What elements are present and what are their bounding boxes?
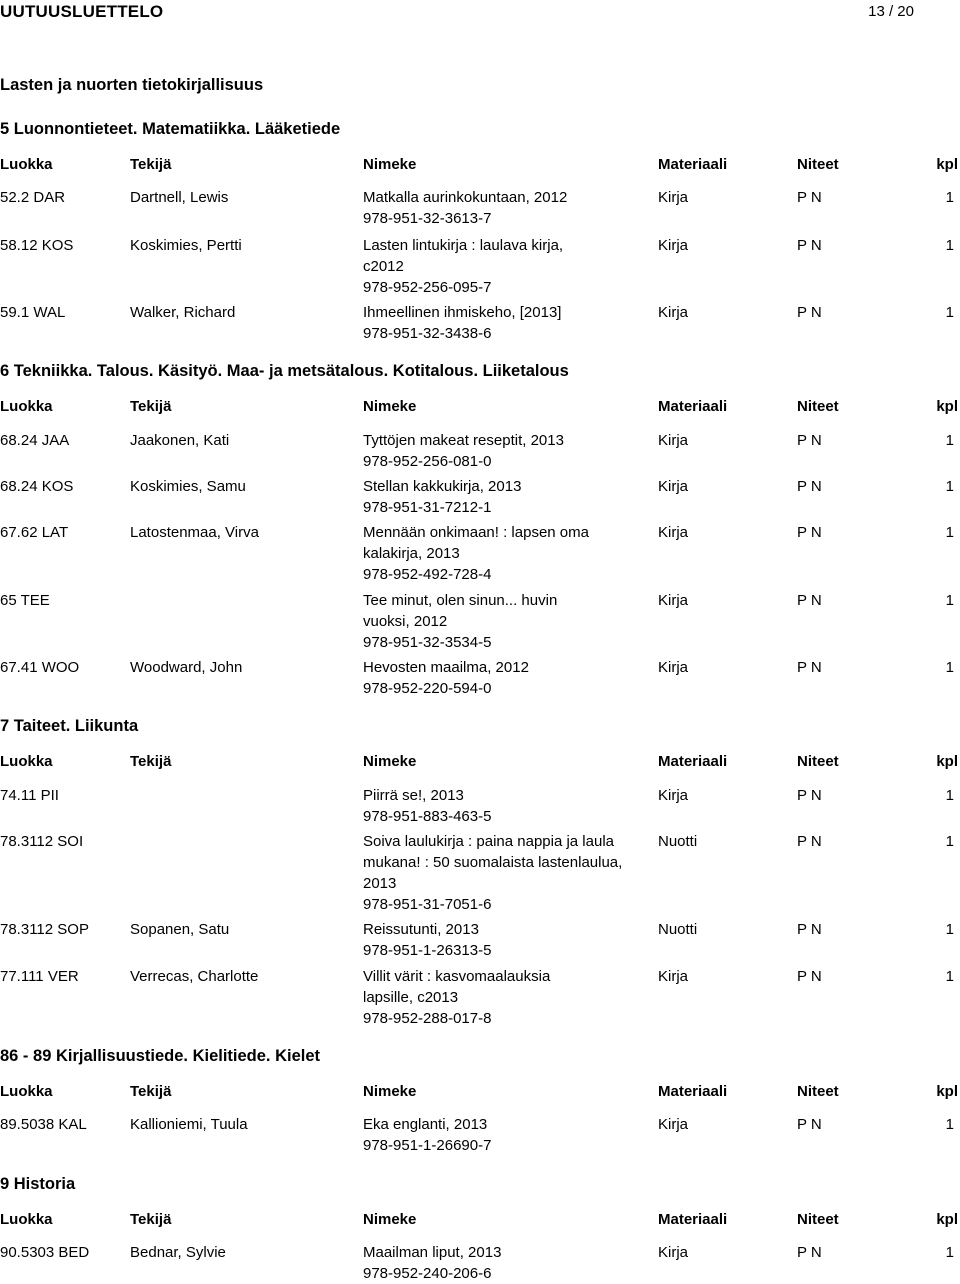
section-title: 86 - 89 Kirjallisuustiede. Kielitiede. Kielet — [0, 1047, 321, 1065]
copies-location: P N — [797, 592, 822, 609]
column-header-row — [0, 1211, 960, 1231]
item-title: Maailman liput, 2013 — [363, 1244, 502, 1261]
material-type: Kirja — [658, 304, 689, 321]
class-code: 67.62 LAT — [0, 524, 69, 541]
copy-count: 1 — [945, 478, 954, 495]
col-nimeke: Nimeke — [363, 398, 417, 415]
isbn: 978-952-256-081-0 — [363, 453, 492, 470]
copy-count: 1 — [945, 833, 954, 850]
col-luokka: Luokka — [0, 753, 53, 770]
author: Dartnell, Lewis — [130, 189, 229, 206]
copies-location: P N — [797, 189, 822, 206]
col-niteet: Niteet — [797, 753, 839, 770]
copy-count: 1 — [945, 1244, 954, 1261]
column-header-row — [0, 398, 960, 418]
copy-count: 1 — [945, 189, 954, 206]
isbn: 978-951-1-26313-5 — [363, 942, 492, 959]
author: Koskimies, Samu — [130, 478, 246, 495]
item-title: Soiva laulukirja : paina nappia ja laula mukana! : 50 suomalaista lastenlaulua, 2013 — [363, 833, 623, 892]
material-type: Kirja — [658, 237, 689, 254]
class-code: 68.24 JAA — [0, 432, 70, 449]
material-type: Kirja — [658, 524, 689, 541]
class-code: 90.5303 BED — [0, 1244, 90, 1261]
isbn: 978-951-31-7051-6 — [363, 896, 492, 913]
material-type: Kirja — [658, 1116, 689, 1133]
col-tekija: Tekijä — [130, 398, 172, 415]
copies-location: P N — [797, 1116, 822, 1133]
material-type: Kirja — [658, 787, 689, 804]
item-title: Piirrä se!, 2013 — [363, 787, 464, 804]
isbn: 978-951-31-7212-1 — [363, 499, 492, 516]
class-code: 67.41 WOO — [0, 659, 80, 676]
item-title: Matkalla aurinkokuntaan, 2012 — [363, 189, 568, 206]
item-title: Tyttöjen makeat reseptit, 2013 — [363, 432, 564, 449]
col-niteet: Niteet — [797, 1211, 839, 1228]
document-title: Lasten ja nuorten tietokirjallisuus — [0, 76, 264, 94]
col-luokka: Luokka — [0, 398, 53, 415]
copy-count: 1 — [945, 1116, 954, 1133]
item-title: Tee minut, olen sinun... huvin vuoksi, 2012 — [363, 592, 558, 630]
copies-location: P N — [797, 921, 822, 938]
class-code: 77.111 VER — [0, 968, 79, 985]
class-code: 78.3112 SOP — [0, 921, 89, 938]
item-title: Stellan kakkukirja, 2013 — [363, 478, 522, 495]
copies-location: P N — [797, 787, 822, 804]
copies-location: P N — [797, 968, 822, 985]
isbn: 978-952-240-206-6 — [363, 1265, 492, 1282]
material-type: Kirja — [658, 1244, 689, 1261]
material-type: Nuotti — [658, 833, 698, 850]
copies-location: P N — [797, 478, 822, 495]
col-luokka: Luokka — [0, 1211, 53, 1228]
author: Bednar, Sylvie — [130, 1244, 226, 1261]
copies-location: P N — [797, 659, 822, 676]
col-materiaali: Materiaali — [658, 753, 728, 770]
class-code: 58.12 KOS — [0, 237, 74, 254]
class-code: 78.3112 SOI — [0, 833, 84, 850]
col-tekija: Tekijä — [130, 156, 172, 173]
col-luokka: Luokka — [0, 156, 53, 173]
col-materiaali: Materiaali — [658, 156, 728, 173]
class-code: 68.24 KOS — [0, 478, 74, 495]
col-niteet: Niteet — [797, 156, 839, 173]
section-title: 6 Tekniikka. Talous. Käsityö. Maa- ja metsätalous. Kotitalous. Liiketalous — [0, 362, 569, 380]
item-title: Hevosten maailma, 2012 — [363, 659, 529, 676]
item-title: Lasten lintukirja : laulava kirja, c2012 — [363, 237, 564, 275]
copies-location: P N — [797, 304, 822, 321]
class-code: 65 TEE — [0, 592, 50, 609]
material-type: Nuotti — [658, 921, 698, 938]
isbn: 978-951-32-3438-6 — [363, 325, 492, 342]
col-luokka: Luokka — [0, 1083, 53, 1100]
copy-count: 1 — [945, 592, 954, 609]
class-code: 59.1 WAL — [0, 304, 66, 321]
copies-location: P N — [797, 833, 822, 850]
col-niteet: Niteet — [797, 398, 839, 415]
class-code: 74.11 PII — [0, 787, 59, 804]
page-number: 13 / 20 — [868, 3, 914, 20]
item-title: Mennään onkimaan! : lapsen oma kalakirja, 2013 — [363, 524, 589, 562]
copies-location: P N — [797, 237, 822, 254]
col-tekija: Tekijä — [130, 1211, 172, 1228]
col-materiaali: Materiaali — [658, 1211, 728, 1228]
col-nimeke: Nimeke — [363, 753, 417, 770]
author: Verrecas, Charlotte — [130, 968, 259, 985]
isbn: 978-952-288-017-8 — [363, 1010, 492, 1027]
copies-location: P N — [797, 432, 822, 449]
copy-count: 1 — [945, 432, 954, 449]
section-title: 9 Historia — [0, 1175, 76, 1193]
col-tekija: Tekijä — [130, 753, 172, 770]
col-nimeke: Nimeke — [363, 156, 417, 173]
copies-location: P N — [797, 1244, 822, 1261]
isbn: 978-951-1-26690-7 — [363, 1137, 492, 1154]
isbn: 978-952-220-594-0 — [363, 680, 492, 697]
copy-count: 1 — [945, 968, 954, 985]
material-type: Kirja — [658, 659, 689, 676]
author: Woodward, John — [130, 659, 243, 676]
material-type: Kirja — [658, 478, 689, 495]
class-code: 89.5038 KAL — [0, 1116, 87, 1133]
col-tekija: Tekijä — [130, 1083, 172, 1100]
material-type: Kirja — [658, 968, 689, 985]
section-title: 5 Luonnontieteet. Matematiikka. Lääketiede — [0, 120, 341, 138]
column-header-row — [0, 1083, 960, 1103]
col-nimeke: Nimeke — [363, 1083, 417, 1100]
author: Sopanen, Satu — [130, 921, 230, 938]
copy-count: 1 — [945, 524, 954, 541]
page-header — [0, 0, 960, 24]
col-kpl: kpl — [936, 753, 958, 770]
column-header-row — [0, 156, 960, 176]
isbn: 978-951-32-3534-5 — [363, 634, 492, 651]
isbn: 978-952-256-095-7 — [363, 279, 492, 296]
col-kpl: kpl — [936, 398, 958, 415]
section-title: 7 Taiteet. Liikunta — [0, 717, 139, 735]
material-type: Kirja — [658, 432, 689, 449]
copy-count: 1 — [945, 659, 954, 676]
isbn: 978-952-492-728-4 — [363, 566, 492, 583]
material-type: Kirja — [658, 592, 689, 609]
col-materiaali: Materiaali — [658, 398, 728, 415]
copy-count: 1 — [945, 304, 954, 321]
col-kpl: kpl — [936, 1083, 958, 1100]
isbn: 978-951-32-3613-7 — [363, 210, 492, 227]
col-kpl: kpl — [936, 156, 958, 173]
col-kpl: kpl — [936, 1211, 958, 1228]
isbn: 978-951-883-463-5 — [363, 808, 492, 825]
author: Walker, Richard — [130, 304, 236, 321]
col-materiaali: Materiaali — [658, 1083, 728, 1100]
copies-location: P N — [797, 524, 822, 541]
document-header-title: UUTUUSLUETTELO — [0, 2, 164, 21]
material-type: Kirja — [658, 189, 689, 206]
item-title: Villit värit : kasvomaalauksia lapsille, c2013 — [363, 968, 551, 1006]
copy-count: 1 — [945, 921, 954, 938]
author: Koskimies, Pertti — [130, 237, 242, 254]
author: Jaakonen, Kati — [130, 432, 230, 449]
author: Latostenmaa, Virva — [130, 524, 259, 541]
item-title: Ihmeellinen ihmiskeho, [2013] — [363, 304, 562, 321]
copy-count: 1 — [945, 237, 954, 254]
item-title: Reissutunti, 2013 — [363, 921, 479, 938]
col-nimeke: Nimeke — [363, 1211, 417, 1228]
item-title: Eka englanti, 2013 — [363, 1116, 488, 1133]
class-code: 52.2 DAR — [0, 189, 66, 206]
col-niteet: Niteet — [797, 1083, 839, 1100]
column-header-row — [0, 753, 960, 773]
copy-count: 1 — [945, 787, 954, 804]
author: Kallioniemi, Tuula — [130, 1116, 248, 1133]
